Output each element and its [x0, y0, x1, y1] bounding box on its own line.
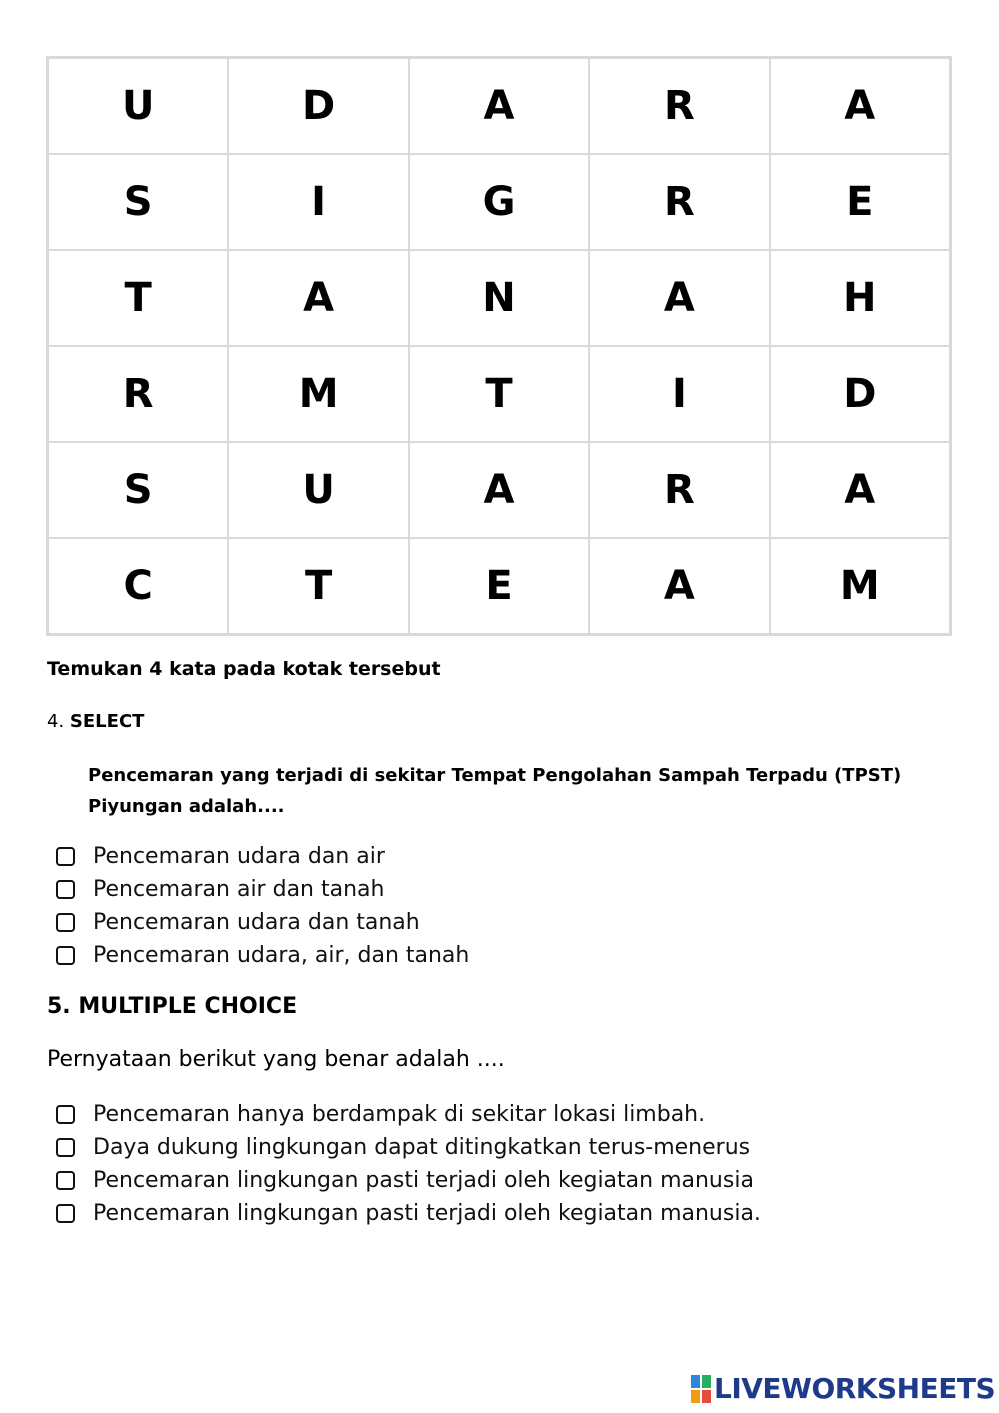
checkbox-icon[interactable]: [56, 880, 75, 899]
grid-cell[interactable]: A: [228, 250, 408, 346]
checkbox-icon[interactable]: [56, 946, 75, 965]
question-4-number: 4.: [47, 711, 65, 732]
grid-cell[interactable]: I: [228, 154, 408, 250]
grid-cell[interactable]: I: [589, 346, 769, 442]
grid-cell[interactable]: N: [409, 250, 589, 346]
grid-cell[interactable]: A: [589, 250, 769, 346]
grid-cell[interactable]: R: [48, 346, 228, 442]
question-5-text: Pernyataan berikut yang benar adalah ....: [47, 1047, 505, 1072]
grid-cell[interactable]: T: [228, 538, 408, 634]
grid-cell[interactable]: A: [770, 58, 950, 154]
option-label: Pencemaran hanya berdampak di sekitar lokasi limbah.: [93, 1102, 706, 1127]
checkbox-icon[interactable]: [56, 913, 75, 932]
option-item[interactable]: [56, 840, 469, 873]
grid-cell[interactable]: U: [228, 442, 408, 538]
grid-cell[interactable]: D: [770, 346, 950, 442]
option-label: Pencemaran lingkungan pasti terjadi oleh kegiatan manusia.: [93, 1201, 761, 1226]
option-label: Pencemaran udara, air, dan tanah: [93, 943, 470, 968]
option-item[interactable]: [56, 1164, 761, 1197]
option-item[interactable]: [56, 939, 469, 972]
grid-cell[interactable]: A: [409, 58, 589, 154]
option-item[interactable]: [56, 1197, 761, 1230]
option-label: Pencemaran air dan tanah: [93, 877, 385, 902]
grid-cell[interactable]: E: [770, 154, 950, 250]
grid-cell[interactable]: A: [409, 442, 589, 538]
grid-instruction: Temukan 4 kata pada kotak tersebut: [47, 658, 441, 680]
grid-cell[interactable]: S: [48, 442, 228, 538]
liveworksheets-logo[interactable]: [691, 1372, 995, 1405]
option-label: Daya dukung lingkungan dapat ditingkatkan terus-menerus: [93, 1135, 751, 1160]
grid-cell[interactable]: S: [48, 154, 228, 250]
grid-cell[interactable]: D: [228, 58, 408, 154]
grid-cell[interactable]: H: [770, 250, 950, 346]
question-4-type: SELECT: [69, 711, 145, 732]
grid-cell[interactable]: C: [48, 538, 228, 634]
checkbox-icon[interactable]: [56, 847, 75, 866]
option-item[interactable]: [56, 906, 469, 939]
checkbox-icon[interactable]: [56, 1105, 75, 1124]
question-5-heading: 5. MULTIPLE CHOICE: [47, 994, 298, 1019]
grid-cell[interactable]: A: [589, 538, 769, 634]
grid-cell[interactable]: M: [770, 538, 950, 634]
question-4-heading: [47, 711, 144, 732]
grid-cell[interactable]: U: [48, 58, 228, 154]
option-item[interactable]: [56, 873, 469, 906]
grid-cell[interactable]: M: [228, 346, 408, 442]
grid-cell[interactable]: G: [409, 154, 589, 250]
grid-cell[interactable]: E: [409, 538, 589, 634]
option-item[interactable]: [56, 1131, 761, 1164]
grid-cell[interactable]: A: [770, 442, 950, 538]
option-label: Pencemaran lingkungan pasti terjadi oleh kegiatan manusia: [93, 1168, 754, 1193]
logo-text: LIVEWORKSHEETS: [714, 1372, 996, 1405]
grid-cell[interactable]: R: [589, 442, 769, 538]
grid-cell[interactable]: T: [409, 346, 589, 442]
checkbox-icon[interactable]: [56, 1204, 75, 1223]
question-4-text: Pencemaran yang terjadi di sekitar Tempat Pengolahan Sampah Terpadu (TPST) Piyungan adalah....: [88, 765, 902, 817]
question-5-options: [56, 1098, 761, 1230]
letter-grid: [46, 56, 952, 636]
option-label: Pencemaran udara dan air: [93, 844, 385, 869]
checkbox-icon[interactable]: [56, 1138, 75, 1157]
option-label: Pencemaran udara dan tanah: [93, 910, 420, 935]
grid-cell[interactable]: R: [589, 154, 769, 250]
question-4-options: [56, 840, 469, 972]
option-item[interactable]: [56, 1098, 761, 1131]
logo-mark-icon: [691, 1375, 711, 1403]
grid-cell[interactable]: R: [589, 58, 769, 154]
grid-cell[interactable]: T: [48, 250, 228, 346]
checkbox-icon[interactable]: [56, 1171, 75, 1190]
